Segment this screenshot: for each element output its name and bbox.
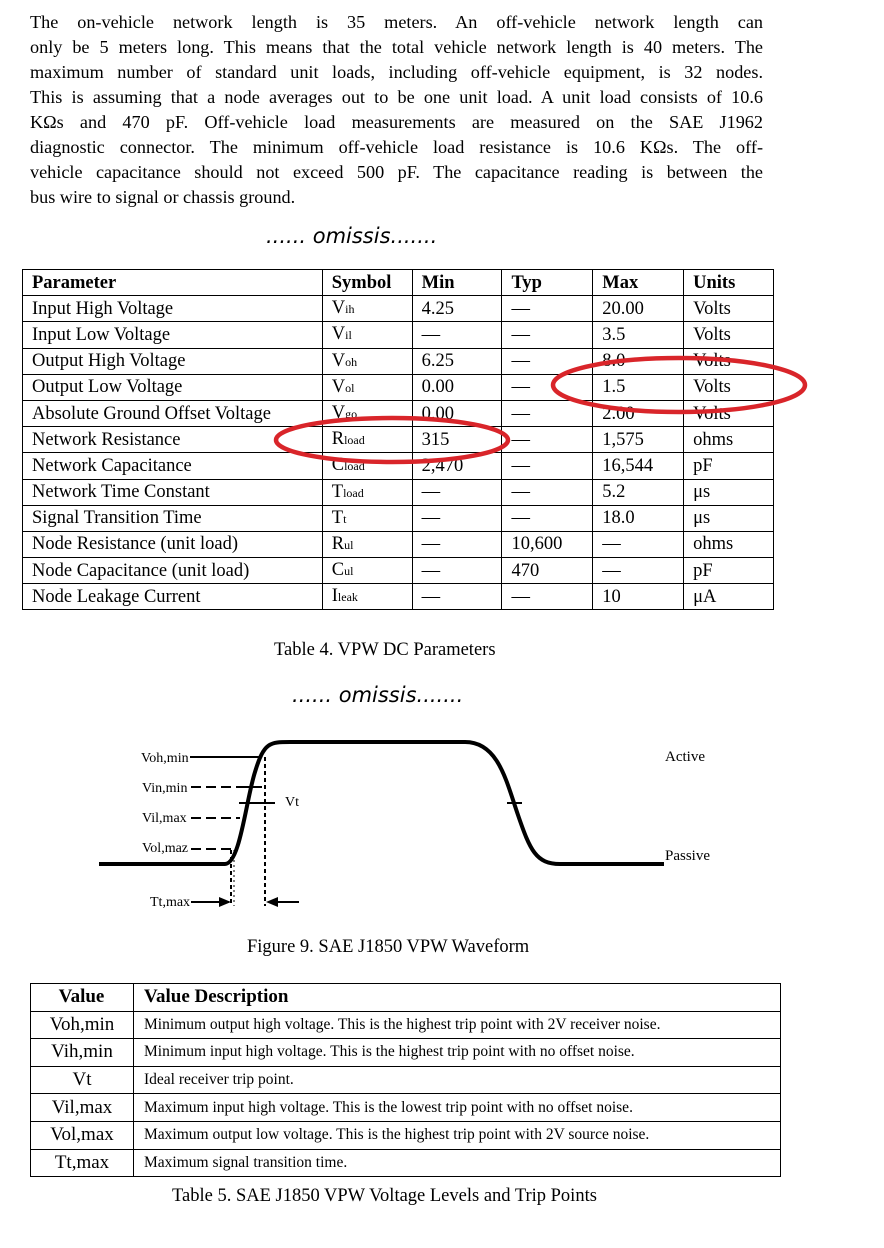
symbol-letter: V bbox=[331, 350, 346, 371]
cell-min: — bbox=[412, 584, 502, 610]
intro-line: The on-vehicle network length is 35 meters. An off-vehicle network length can bbox=[30, 12, 763, 32]
header-min: Min bbox=[412, 270, 502, 296]
cell-typ: 470 bbox=[502, 558, 593, 584]
cell-min: 4.25 bbox=[412, 296, 502, 322]
symbol-letter: R bbox=[331, 533, 345, 554]
cell-min: 6.25 bbox=[412, 348, 502, 374]
cell-parameter: Node Resistance (unit load) bbox=[23, 531, 323, 557]
cell-value: Vil,max bbox=[31, 1094, 134, 1122]
cell-max: 16,544 bbox=[593, 453, 684, 479]
cell-min: 2,470 bbox=[412, 453, 502, 479]
cell-parameter: Signal Transition Time bbox=[23, 505, 323, 531]
cell-units: μs bbox=[684, 505, 774, 531]
cell-max: 2.00 bbox=[593, 400, 684, 426]
cell-value: Vol,max bbox=[31, 1121, 134, 1149]
cell-typ: — bbox=[502, 374, 593, 400]
symbol-subscript: go bbox=[345, 407, 358, 422]
table-header-row bbox=[31, 984, 781, 1012]
cell-max: — bbox=[593, 558, 684, 584]
label-vin-min: Vin,min bbox=[142, 781, 188, 796]
cell-max: 10 bbox=[593, 584, 684, 610]
cell-parameter: Node Capacitance (unit load) bbox=[23, 558, 323, 584]
cell-min: — bbox=[412, 531, 502, 557]
symbol-letter: V bbox=[331, 403, 346, 424]
cell-value: Tt,max bbox=[31, 1149, 134, 1177]
label-vt: Vt bbox=[285, 795, 299, 810]
symbol-subscript: load bbox=[343, 485, 364, 500]
highlight-ellipse-rload bbox=[276, 418, 508, 462]
cell-max: — bbox=[593, 531, 684, 557]
cell-units: μs bbox=[684, 479, 774, 505]
intro-line: KΩs and 470 pF. Off-vehicle load measurements are measured on the SAE J1962 bbox=[30, 112, 763, 132]
header-typ: Typ bbox=[502, 270, 593, 296]
symbol-letter: T bbox=[331, 507, 344, 528]
tt-arrow-left-icon bbox=[266, 897, 278, 907]
cell-value: Voh,min bbox=[31, 1011, 134, 1039]
omissis-1: ...... omissis....... bbox=[266, 224, 438, 248]
cell-parameter: Input High Voltage bbox=[23, 296, 323, 322]
intro-line: vehicle capacitance should not exceed 500 pF. The capacitance reading is between the bbox=[30, 162, 763, 182]
cell-max: 1,575 bbox=[593, 427, 684, 453]
cell-units: Volts bbox=[684, 348, 774, 374]
cell-description: Minimum input high voltage. This is the highest trip point with no offset noise. bbox=[134, 1039, 781, 1067]
cell-typ: — bbox=[502, 400, 593, 426]
cell-parameter: Output Low Voltage bbox=[23, 374, 323, 400]
table-row bbox=[31, 1066, 781, 1094]
cell-value: Vt bbox=[31, 1066, 134, 1094]
symbol-letter: V bbox=[331, 376, 346, 397]
cell-parameter: Node Leakage Current bbox=[23, 584, 323, 610]
symbol-subscript: leak bbox=[337, 590, 358, 605]
cell-max: 1.5 bbox=[593, 374, 684, 400]
cell-units: Volts bbox=[684, 374, 774, 400]
symbol-letter: V bbox=[331, 324, 346, 345]
cell-typ: 10,600 bbox=[502, 531, 593, 557]
cell-typ: — bbox=[502, 348, 593, 374]
cell-typ: — bbox=[502, 296, 593, 322]
table-row bbox=[31, 1149, 781, 1177]
cell-min: — bbox=[412, 322, 502, 348]
cell-description: Minimum output high voltage. This is the highest trip point with 2V receiver noise. bbox=[134, 1011, 781, 1039]
table-row bbox=[31, 1121, 781, 1149]
table-row bbox=[31, 1094, 781, 1122]
label-voh-min: Voh,min bbox=[141, 751, 189, 766]
header-max: Max bbox=[593, 270, 684, 296]
table5-caption: Table 5. SAE J1850 VPW Voltage Levels and Trip Points bbox=[172, 1186, 597, 1206]
cell-units: Volts bbox=[684, 296, 774, 322]
header-value-description: Value Description bbox=[134, 984, 781, 1012]
cell-units: μA bbox=[684, 584, 774, 610]
cell-units: Volts bbox=[684, 322, 774, 348]
cell-min: 0.00 bbox=[412, 400, 502, 426]
symbol-subscript: ul bbox=[344, 537, 354, 552]
cell-description: Maximum input high voltage. This is the lowest trip point with no offset noise. bbox=[134, 1094, 781, 1122]
cell-value: Vih,min bbox=[31, 1039, 134, 1067]
cell-max: 5.2 bbox=[593, 479, 684, 505]
cell-parameter: Network Time Constant bbox=[23, 479, 323, 505]
symbol-subscript: ul bbox=[344, 564, 354, 579]
voltage-levels-table bbox=[30, 983, 781, 1177]
symbol-subscript: load bbox=[344, 459, 365, 474]
omissis-2: ...... omissis....... bbox=[292, 683, 464, 707]
cell-parameter: Network Resistance bbox=[23, 427, 323, 453]
cell-min: 0.00 bbox=[412, 374, 502, 400]
table-row bbox=[31, 1011, 781, 1039]
cell-units: pF bbox=[684, 558, 774, 584]
header-units: Units bbox=[684, 270, 774, 296]
header-symbol: Symbol bbox=[322, 270, 412, 296]
intro-line: This is assuming that a node averages out to be one unit load. A unit load consists of 10.6 bbox=[30, 87, 763, 107]
cell-min: — bbox=[412, 479, 502, 505]
cell-max: 3.5 bbox=[593, 322, 684, 348]
symbol-letter: V bbox=[331, 298, 346, 319]
table4-caption: Table 4. VPW DC Parameters bbox=[274, 640, 496, 660]
cell-max: 8.0 bbox=[593, 348, 684, 374]
symbol-subscript: il bbox=[345, 328, 352, 343]
highlight-ellipse-max bbox=[553, 358, 805, 412]
cell-typ: — bbox=[502, 505, 593, 531]
symbol-letter: R bbox=[331, 429, 345, 450]
cell-typ: — bbox=[502, 427, 593, 453]
cell-parameter: Output High Voltage bbox=[23, 348, 323, 374]
cell-min: — bbox=[412, 558, 502, 584]
cell-units: ohms bbox=[684, 531, 774, 557]
cell-max: 20.00 bbox=[593, 296, 684, 322]
intro-line: bus wire to signal or chassis ground. bbox=[30, 187, 296, 207]
cell-typ: — bbox=[502, 453, 593, 479]
label-vil-max: Vil,max bbox=[142, 811, 187, 826]
table-row bbox=[31, 1039, 781, 1067]
cell-typ: — bbox=[502, 479, 593, 505]
cell-max: 18.0 bbox=[593, 505, 684, 531]
cell-description: Ideal receiver trip point. bbox=[134, 1066, 781, 1094]
cell-parameter: Input Low Voltage bbox=[23, 322, 323, 348]
symbol-letter: T bbox=[331, 481, 344, 502]
intro-line: only be 5 meters long. This means that the total vehicle network length is 40 meters. The bbox=[30, 37, 763, 57]
header-parameter: Parameter bbox=[23, 270, 323, 296]
label-vol-maz: Vol,maz bbox=[142, 841, 189, 856]
symbol-subscript: load bbox=[344, 433, 365, 448]
symbol-letter: C bbox=[331, 560, 345, 581]
intro-line: maximum number of standard unit loads, including off-vehicle equipment, is 32 nodes. bbox=[30, 62, 763, 82]
cell-typ: — bbox=[502, 584, 593, 610]
intro-line: diagnostic connector. The minimum off-vehicle load resistance is 10.6 KΩs. The off- bbox=[30, 137, 763, 157]
symbol-subscript: oh bbox=[345, 354, 358, 369]
cell-description: Maximum signal transition time. bbox=[134, 1149, 781, 1177]
cell-min: 315 bbox=[412, 427, 502, 453]
cell-units: ohms bbox=[684, 427, 774, 453]
label-passive: Passive bbox=[665, 848, 710, 864]
cell-min: — bbox=[412, 505, 502, 531]
cell-units: pF bbox=[684, 453, 774, 479]
symbol-letter: C bbox=[331, 455, 345, 476]
cell-typ: — bbox=[502, 322, 593, 348]
symbol-subscript: t bbox=[343, 511, 347, 526]
label-tt-max: Tt,max bbox=[150, 895, 191, 910]
cell-units: Volts bbox=[684, 400, 774, 426]
symbol-subscript: ih bbox=[345, 302, 355, 317]
cell-parameter: Network Capacitance bbox=[23, 453, 323, 479]
symbol-letter: I bbox=[331, 586, 338, 607]
cell-parameter: Absolute Ground Offset Voltage bbox=[23, 400, 323, 426]
tt-arrow-right-icon bbox=[219, 897, 231, 907]
label-active: Active bbox=[665, 749, 705, 765]
figure9-caption: Figure 9. SAE J1850 VPW Waveform bbox=[247, 937, 530, 957]
cell-description: Maximum output low voltage. This is the highest trip point with 2V source noise. bbox=[134, 1121, 781, 1149]
symbol-subscript: ol bbox=[345, 380, 355, 395]
header-value: Value bbox=[31, 984, 134, 1012]
